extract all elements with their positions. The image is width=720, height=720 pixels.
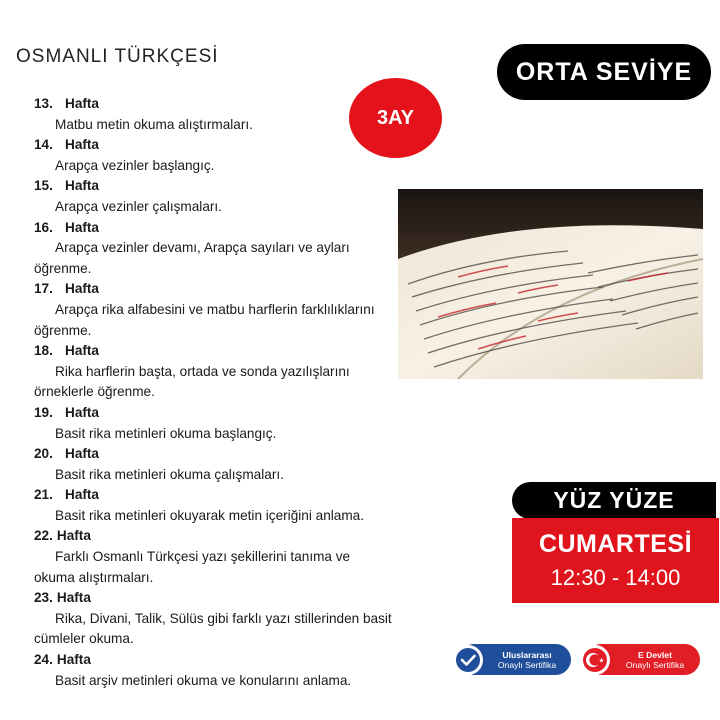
week-description: Arapça vezinler çalışmaları. bbox=[55, 198, 222, 214]
badge-title: Uluslararası bbox=[502, 649, 552, 660]
week-number: 18. bbox=[34, 343, 53, 359]
list-item bbox=[34, 135, 394, 176]
week-number: 13. bbox=[34, 96, 53, 111]
week-label: Hafta bbox=[65, 96, 99, 111]
list-item bbox=[34, 176, 394, 217]
week-label: Hafta bbox=[56, 652, 91, 668]
list-item bbox=[34, 279, 394, 341]
international-cert-badge bbox=[459, 644, 571, 675]
list-item bbox=[34, 341, 394, 403]
week-description: Basit rika metinleri okuma başlangıç. bbox=[55, 425, 277, 441]
week-description: Basit arşiv metinleri okuma ve konularını anlama. bbox=[55, 672, 352, 688]
edevlet-cert-badge bbox=[586, 644, 700, 675]
week-number: 22. bbox=[34, 528, 53, 544]
week-label: Hafta bbox=[56, 528, 91, 544]
week-label: Hafta bbox=[65, 219, 99, 235]
week-description: Rika, Divani, Talik, Sülüs gibi farklı yazı stillerinden basit cümleler okuma. bbox=[34, 610, 392, 647]
list-item bbox=[34, 94, 394, 135]
course-title: OSMANLI TÜRKÇESİ bbox=[16, 46, 219, 67]
list-item bbox=[34, 403, 394, 444]
week-description: Farklı Osmanlı Türkçesi yazı şekillerini tanıma ve okuma alıştırmaları. bbox=[34, 549, 351, 585]
week-number: 16. bbox=[34, 219, 53, 235]
week-number: 19. bbox=[34, 404, 53, 420]
schedule-time: 12:30 - 14:00 bbox=[550, 565, 681, 590]
badge-subtitle: Onaylı Sertifika bbox=[497, 659, 557, 670]
week-description: Arapça vezinler başlangıç. bbox=[55, 157, 215, 173]
week-label: Hafta bbox=[65, 281, 99, 297]
week-label: Hafta bbox=[65, 446, 99, 462]
week-description: Arapça vezinler devamı, Arapça sayıları ve ayları öğrenme. bbox=[34, 240, 350, 276]
week-description: Basit rika metinleri okuma çalışmaları. bbox=[55, 466, 284, 482]
duration-badge: 3AY bbox=[349, 78, 442, 158]
week-number: 23. bbox=[34, 590, 53, 606]
badge-title: E Devlet bbox=[638, 649, 672, 660]
week-number: 14. bbox=[34, 137, 53, 153]
schedule-day: CUMARTESİ bbox=[538, 530, 693, 558]
week-number: 20. bbox=[34, 446, 53, 462]
week-description: Arapça rika alfabesini ve matbu harflerin farklılıklarını öğrenme. bbox=[34, 301, 375, 338]
week-description: Matbu metin okuma alıştırmaları. bbox=[55, 116, 253, 132]
curriculum-list bbox=[34, 94, 394, 691]
list-item bbox=[34, 650, 394, 691]
week-number: 15. bbox=[34, 178, 53, 194]
week-label: Hafta bbox=[56, 590, 91, 606]
week-label: Hafta bbox=[65, 487, 99, 503]
crescent-star-icon bbox=[580, 645, 610, 675]
week-label: Hafta bbox=[65, 343, 99, 359]
week-number: 21. bbox=[34, 487, 53, 503]
list-item bbox=[34, 526, 394, 588]
manuscript-photo bbox=[398, 189, 703, 379]
week-number: 17. bbox=[34, 281, 53, 297]
check-icon bbox=[453, 645, 483, 675]
week-label: Hafta bbox=[65, 178, 99, 194]
list-item bbox=[34, 588, 394, 650]
schedule-box bbox=[512, 518, 719, 603]
list-item bbox=[34, 218, 394, 280]
week-label: Hafta bbox=[65, 404, 99, 420]
week-description: Rika harflerin başta, ortada ve sonda yazılışlarını örneklerle öğrenme. bbox=[34, 363, 350, 400]
week-number: 24. bbox=[34, 652, 53, 668]
list-item bbox=[34, 444, 394, 485]
mode-banner: YÜZ YÜZE bbox=[512, 482, 716, 519]
list-item bbox=[34, 485, 394, 526]
week-description: Basit rika metinleri okuyarak metin içeriğini anlama. bbox=[55, 507, 364, 523]
level-badge: ORTA SEVİYE bbox=[497, 44, 711, 100]
badge-subtitle: Onaylı Sertifika bbox=[625, 659, 685, 670]
week-label: Hafta bbox=[65, 137, 99, 153]
